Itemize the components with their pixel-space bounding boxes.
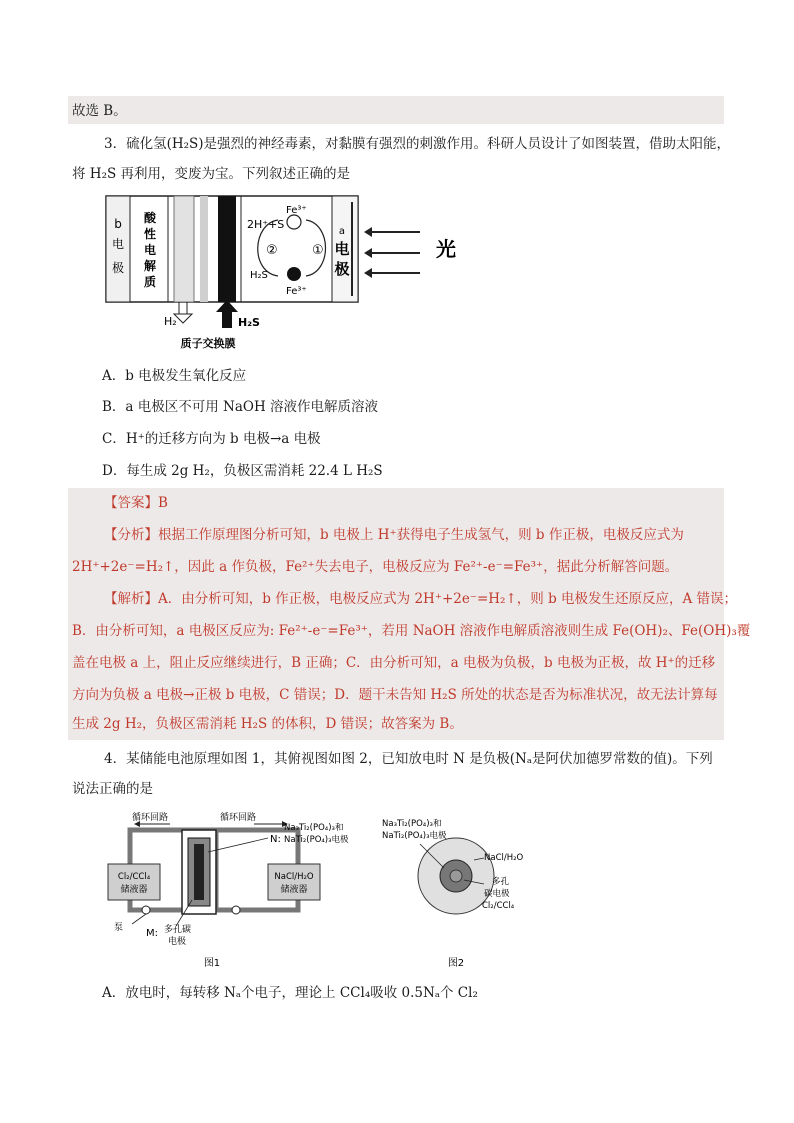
light-label: 光 (436, 237, 456, 261)
previous-conclusion: 故选 B。 (72, 103, 127, 119)
analysis-text-1: 根据工作原理图分析可知，b 电极上 H⁺获得电子生成氢气，则 b 作正极，电极反应式为 (158, 527, 684, 543)
q4-figure1-battery-diagram (104, 812, 384, 972)
h2s-in-label: H₂S (238, 316, 260, 329)
fig2-label-2: NaTi₂(PO₄)₃电极 (382, 831, 447, 841)
right-tank-label-2: 储液器 (280, 885, 308, 895)
h2-out-label: H₂ (164, 315, 177, 328)
q3-explain-line5: 生成 2g H₂，负极区需消耗 H₂S 的体积，D 错误；故答案为 B。 (72, 716, 463, 732)
step-2-label: ② (266, 243, 278, 258)
q3-explain-line4: 方向为负极 a 电极→正极 b 电极，C 错误；D．题干未告知 H₂S 所处的状态是否为标准状况，故无法计算每 (72, 687, 718, 703)
electrolyte-label-1: 酸 (143, 211, 157, 225)
left-tank-label-2: 储液器 (120, 885, 148, 895)
n-desc-1: Na₃Ti₂(PO₄)₃和 (284, 823, 344, 833)
pump-label: 泵 (114, 923, 124, 933)
b-electrode-label-2: 电 (111, 237, 125, 251)
right-tank-label-1: NaCl/H₂O (274, 872, 314, 882)
cycle-products-label: 2H⁺+S (247, 218, 285, 231)
b-electrode-label-1: b (114, 217, 122, 231)
electrolyte-label-3: 电 (143, 243, 157, 257)
analysis-tag: 【分析】 (104, 527, 158, 543)
answer-value: B (158, 495, 168, 511)
q3-analysis-line2: 2H⁺+2e⁻=H₂↑，因此 a 作负极，Fe²⁺失去电子，电极反应为 Fe²⁺-e⁻=Fe³⁺，据此分析解答问题。 (72, 559, 679, 575)
explain-tag: 【解析】 (104, 591, 158, 607)
fig2-nacl-label: NaCl/H₂O (484, 853, 524, 863)
q4-figure2-top-view (380, 812, 540, 972)
left-tank-label-1: Cl₂/CCl₄ (117, 872, 151, 882)
step-1-label: ① (312, 243, 324, 258)
a-electrode-label-1: 电 (334, 240, 350, 258)
previous-answer-highlight (68, 96, 724, 124)
a-electrode-label-2: 极 (334, 260, 350, 278)
q4-stem-line1: 4．某储能电池原理如图 1，其俯视图如图 2，已知放电时 N 是负极(Nₐ是阿伏加德罗常数的值)。下列 (104, 751, 713, 767)
q3-explain-line2: B．由分析可知，a 电极区反应为: Fe²⁺-e⁻=Fe³⁺，若用 NaOH 溶液作电解质溶液则生成 Fe(OH)₂、Fe(OH)₃覆 (72, 623, 751, 639)
q3-option-c: C．H⁺的迁移方向为 b 电极→a 电极 (102, 431, 321, 447)
q3-option-a: A．b 电极发生氧化反应 (102, 368, 247, 384)
n-label: N: (270, 834, 281, 845)
m-desc-1: 多孔碳 (164, 925, 192, 935)
m-label: M: (146, 928, 158, 939)
figure1-caption: 图1 (203, 958, 221, 969)
electrolyte-label-4: 解 (143, 259, 157, 273)
fig2-porous-label-2: 碳电极 (484, 889, 510, 899)
loop-right-label: 循环回路 (220, 813, 257, 823)
electrolyte-label-5: 质 (143, 275, 157, 289)
q3-option-b: B．a 电极区不可用 NaOH 溶液作电解质溶液 (102, 399, 379, 415)
q3-explain-line3: 盖在电极 a 上，阻止反应继续进行，B 正确；C．由分析可知，a 电极为负极，b 电极为正极，故 H⁺的迁移 (72, 655, 716, 671)
loop-left-label: 循环回路 (132, 813, 169, 823)
a-electrode-small-label: a (338, 226, 346, 237)
q3-stem-line1: 3．硫化氢(H₂S)是强烈的神经毒素，对黏膜有强烈的刺激作用。科研人员设计了如图装置，借助太阳能， (104, 136, 731, 152)
figure2-caption: 图2 (447, 958, 465, 969)
q3-explain-line1 (104, 589, 737, 609)
h2s-inner-label: H₂S (250, 270, 268, 281)
explain-text-1: A．由分析可知，b 作正极，电极反应式为 2H⁺+2e⁻=H₂↑，则 b 电极发生还原反应，A 错误； (158, 591, 738, 607)
fig2-porous-label-1: 多孔 (492, 877, 510, 887)
fe3-top-label: Fe³⁺ (286, 205, 307, 216)
q4-option-a: A．放电时，每转移 Nₐ个电子，理论上 CCl₄吸收 0.5Nₐ个 Cl₂ (102, 985, 478, 1001)
fig2-label-1: Na₃Ti₂(PO₄)₃和 (382, 819, 442, 829)
q3-electrolysis-diagram (100, 192, 480, 352)
fig2-cl2-label: Cl₂/CCl₄ (482, 901, 515, 911)
q3-analysis-line1 (104, 525, 684, 545)
q3-option-d: D．每生成 2g H₂，负极区需消耗 22.4 L H₂S (102, 463, 383, 479)
membrane-caption: 质子交换膜 (180, 337, 236, 350)
fe3-bottom-label: Fe³⁺ (286, 286, 307, 297)
electrolyte-label-2: 性 (143, 227, 157, 241)
m-desc-2: 电极 (168, 937, 187, 947)
answer-tag: 【答案】 (104, 495, 158, 511)
q3-stem-line2: 将 H₂S 再利用，变废为宝。下列叙述正确的是 (72, 166, 351, 182)
q3-answer-line (104, 493, 168, 513)
q4-stem-line2: 说法正确的是 (72, 781, 153, 797)
n-desc-2: NaTi₂(PO₄)₃电极 (284, 835, 349, 845)
b-electrode-label-3: 极 (111, 261, 125, 275)
